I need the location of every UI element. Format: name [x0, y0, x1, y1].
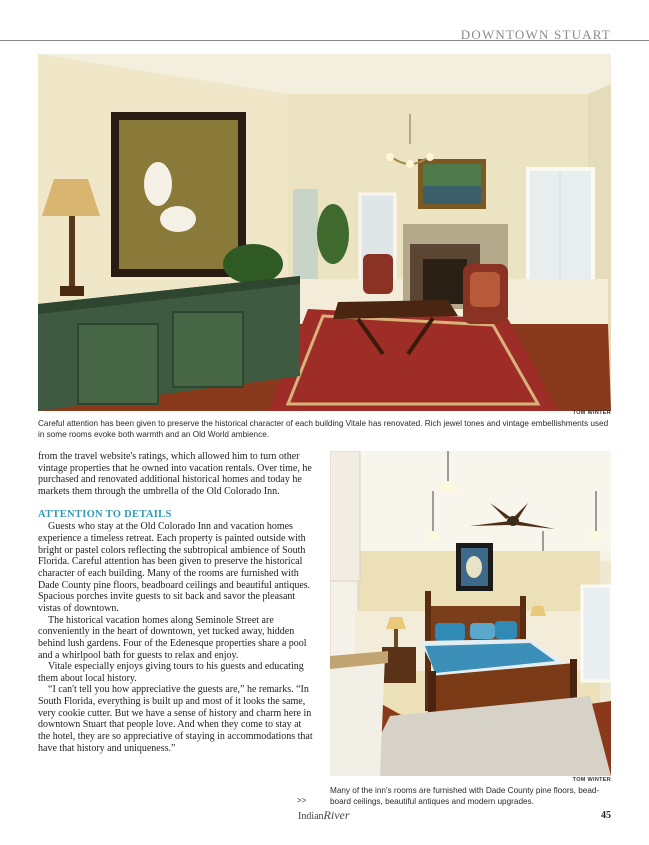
photo-caption: Many of the inn's rooms are furnished with Dade County pine floors, bead-board ceilings, beautiful antiques and modern upgrades.	[330, 786, 600, 806]
article-paragraph: “I can't tell you how appreciative the guests are,” he remarks. “In South Florida, everything is built up and most of it looks the same, very cookie cutter. But we have a sense of history and charm here in downtown Stuart that people love. And when they come to stay at the hotel, they are so appreciative of staying in accommodations that have that history and uniqueness.”	[38, 684, 313, 754]
article-paragraph: Vitale especially enjoys giving tours to his guests and educating them about local history.	[38, 661, 304, 684]
magazine-logo-part: Indian	[298, 811, 324, 822]
article-subhead: ATTENTION TO DETAILS	[38, 508, 172, 520]
page-number: 45	[601, 810, 611, 821]
bedroom-photo	[330, 451, 611, 776]
magazine-logo-part: River	[323, 808, 350, 822]
section-title: DOWNTOWN STUART	[460, 27, 611, 42]
continue-arrow: >>	[297, 796, 307, 805]
magazine-logo	[298, 808, 350, 823]
photo-credit: TOM WINTER	[572, 410, 611, 416]
article-paragraph: from the travel website's ratings, which allowed him to turn other vintage properties that he owned into vacation rentals. Over time, he purchased and renovated additional historical homes and today he markets them through the umbrella of the Old Colorado Inn.	[38, 451, 312, 497]
article-body	[38, 451, 314, 754]
living-room-illustration	[38, 54, 611, 411]
living-room-photo	[38, 54, 611, 411]
photo-credit: TOM WINTER	[572, 777, 611, 783]
bedroom-illustration	[330, 451, 611, 776]
article-paragraph: The historical vacation homes along Seminole Street are conveniently in the heart of downtown, yet tucked away, hidden behind lush gardens. Four of the Edenesque properties share a pool and a whirlpool bath for guests to relax and enjoy.	[38, 614, 307, 661]
article-paragraph: Guests who stay at the Old Colorado Inn and vacation homes experience a timeless retreat. Each property is painted outside with bright or pastel colors reflecting the subtropical ambience of South Florida. Careful attention has been given to preserve the historical character of each building. Many of the rooms are furnished with Dade County pine floors, beadboard ceilings and beautiful antiques. Spacious porches invite guests to sit back and savor the pleasant vistas of downtown.	[38, 521, 311, 614]
photo-caption: Careful attention has been given to preserve the historical character of each building Vitale has renovated. Rich jewel tones and vintage embellishments used in some rooms evoke both warmth and an Old World ambience.	[38, 419, 609, 439]
